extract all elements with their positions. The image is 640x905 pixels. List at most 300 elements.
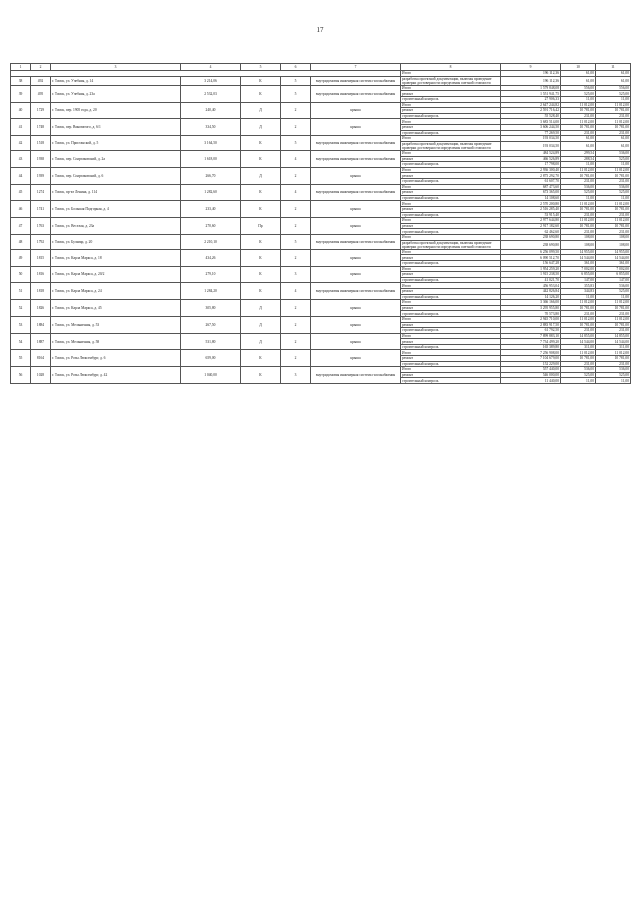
unit-cost: 231,00 (561, 179, 596, 185)
work-type: крыша (311, 350, 401, 367)
wall-material: К (241, 201, 281, 218)
area: 2 210,10 (181, 234, 241, 249)
unit-cost: 11,00 (561, 162, 596, 168)
total-cost: 442 826,84 (501, 288, 561, 294)
unit-cost: 11 012,00 (561, 102, 596, 108)
max-unit-cost: 61,00 (596, 136, 631, 142)
unit-cost: 11 012,00 (561, 316, 596, 322)
object-id: 1884 (31, 316, 51, 333)
object-id: 1274 (31, 184, 51, 201)
object-id: 1792 (31, 234, 51, 249)
area: 1 040,00 (181, 367, 241, 384)
header-cell: 5 (241, 64, 281, 71)
address: г. Томск, ул. Карла Маркса, д. 18 (51, 249, 181, 266)
unit-cost: 299,54 (561, 151, 596, 157)
unit-cost: 231,00 (561, 113, 596, 119)
row-label: Итого (401, 151, 501, 157)
max-unit-cost: 10 781,00 (596, 305, 631, 311)
total-cost: 2 591 716,42 (501, 108, 561, 114)
address: г. Томск, ул. Карла Маркса, д. 20/2 (51, 266, 181, 283)
wall-material: К (241, 136, 281, 151)
max-unit-cost: 231,00 (596, 113, 631, 119)
unit-cost: 14 855,00 (561, 333, 596, 339)
total-cost: 61 607,70 (501, 179, 561, 185)
object-id: 1518 (31, 136, 51, 151)
address: г. Томск, ул. Веселая, д. 23а (51, 218, 181, 235)
unit-cost: 61,00 (561, 76, 596, 85)
total-cost: 196 112,36 (501, 76, 561, 85)
max-unit-cost: 10 781,00 (596, 125, 631, 131)
row-number: 44 (11, 167, 31, 184)
total-cost: 2 917 182,60 (501, 223, 561, 229)
object-id: 1741 (31, 201, 51, 218)
row-label: строительный контроль (401, 212, 501, 218)
total-cost: 14 108,60 (501, 195, 561, 201)
row-label: ремонт (401, 223, 501, 229)
total-cost: 456 953,04 (501, 283, 561, 289)
unit-cost: 231,00 (561, 212, 596, 218)
row-label: Итого (401, 300, 501, 306)
row-label: строительный контроль (401, 344, 501, 350)
total-cost: 27 906,33 (501, 97, 561, 103)
floors: 3 (281, 367, 311, 384)
unit-cost: 10 781,00 (561, 305, 596, 311)
total-cost: 1 551 941,75 (501, 91, 561, 97)
area: 266,70 (181, 167, 241, 184)
total-cost: 7 104 679,00 (501, 356, 561, 362)
row-number: 47 (11, 218, 31, 235)
total-cost: 165 389,80 (501, 344, 561, 350)
area: 233,40 (181, 201, 241, 218)
total-cost: 11 440,00 (501, 378, 561, 384)
area: 531,80 (181, 333, 241, 350)
row-number: 54 (11, 333, 31, 350)
max-unit-cost: 61,00 (596, 71, 631, 77)
object-id: 1748 (31, 119, 51, 136)
total-cost: 7 734 499,20 (501, 339, 561, 345)
header-cell: 7 (311, 64, 401, 71)
unit-cost: 10 781,00 (561, 173, 596, 179)
unit-cost: 108,00 (561, 240, 596, 249)
unit-cost: 11 012,00 (561, 119, 596, 125)
row-number: 41 (11, 119, 31, 136)
unit-cost: 14 544,00 (561, 339, 596, 345)
floors: 2 (281, 201, 311, 218)
row-number: 46 (11, 201, 31, 218)
object-id: 1887 (31, 333, 51, 350)
max-unit-cost: 14 544,00 (596, 255, 631, 261)
row-label: ремонт (401, 305, 501, 311)
address: г. Томск, ул. Большая Подгорная, д. 4 (51, 201, 181, 218)
address: г. Томск, пр-кт Ленина, д. 114 (51, 184, 181, 201)
total-cost: 484 524,89 (501, 151, 561, 157)
unit-cost: 525,00 (561, 190, 596, 196)
work-type: крыша (311, 102, 401, 119)
row-label: Итого (401, 136, 501, 142)
row-number: 52 (11, 300, 31, 317)
header-cell: 6 (281, 64, 311, 71)
unit-cost: 10 781,00 (561, 125, 596, 131)
max-unit-cost: 7 002,00 (596, 266, 631, 272)
total-cost: 2 875 292,70 (501, 173, 561, 179)
unit-cost: 14 544,00 (561, 255, 596, 261)
work-type: крыша (311, 316, 401, 333)
total-cost: 6 090 512,70 (501, 255, 561, 261)
object-id: 1816 (31, 266, 51, 283)
row-label: ремонт (401, 125, 501, 131)
total-cost: 7 899 883,10 (501, 333, 561, 339)
max-unit-cost: 11 012,00 (596, 350, 631, 356)
area: 2 532,03 (181, 85, 241, 102)
row-label: Итого (401, 234, 501, 240)
row-label: ремонт (401, 108, 501, 114)
row-label: Итого (401, 201, 501, 207)
row-number: 51 (11, 283, 31, 300)
unit-cost: 231,00 (561, 361, 596, 367)
max-unit-cost: 311,00 (596, 344, 631, 350)
wall-material: Д (241, 167, 281, 184)
max-unit-cost: 11,00 (596, 195, 631, 201)
object-id: 1729 (31, 102, 51, 119)
row-label: Итого (401, 102, 501, 108)
total-cost: 41 021,70 (501, 277, 561, 283)
total-cost: 62 462,60 (501, 229, 561, 235)
max-unit-cost: 108,00 (596, 240, 631, 249)
floors: 2 (281, 119, 311, 136)
floors: 2 (281, 167, 311, 184)
max-unit-cost: 10 781,00 (596, 108, 631, 114)
row-label: строительный контроль (401, 378, 501, 384)
work-type: крыша (311, 249, 401, 266)
row-label: Итого (401, 266, 501, 272)
wall-material: Пр (241, 218, 281, 235)
row-number: 56 (11, 367, 31, 384)
total-cost: 196 112,36 (501, 71, 561, 77)
object-id: 8164 (31, 350, 51, 367)
floors: 3 (281, 266, 311, 283)
max-unit-cost: 14 855,00 (596, 333, 631, 339)
row-number: 48 (11, 234, 31, 249)
row-label: строительный контроль (401, 361, 501, 367)
area: 334,50 (181, 119, 241, 136)
floors: 4 (281, 184, 311, 201)
object-id: 1826 (31, 300, 51, 317)
address: г. Томск, ул. Мельничная, д. 58 (51, 333, 181, 350)
row-label: строительный контроль (401, 229, 501, 235)
unit-cost: 311,00 (561, 344, 596, 350)
unit-cost: 11 012,00 (561, 201, 596, 207)
floors: 5 (281, 85, 311, 102)
max-unit-cost: 231,00 (596, 179, 631, 185)
total-cost: 3 606 244,50 (501, 125, 561, 131)
page-number: 17 (316, 26, 324, 34)
total-cost: 687 473,60 (501, 184, 561, 190)
row-number: 49 (11, 249, 31, 266)
floors: 2 (281, 218, 311, 235)
total-cost: 7 256 908,00 (501, 350, 561, 356)
row-number: 40 (11, 102, 31, 119)
area: 1 284,20 (181, 283, 241, 300)
total-cost: 3 295 955,80 (501, 305, 561, 311)
row-label: Итого (401, 283, 501, 289)
row-label: ремонт (401, 190, 501, 196)
area: 1 282,60 (181, 184, 241, 201)
total-cost: 673 365,00 (501, 190, 561, 196)
area: 305,80 (181, 300, 241, 317)
max-unit-cost: 11,00 (596, 162, 631, 168)
floors: 2 (281, 300, 311, 317)
area: 1 618,00 (181, 151, 241, 168)
unit-cost: 536,00 (561, 184, 596, 190)
total-cost: 2 945 710,00 (501, 316, 561, 322)
total-cost: 152 229,00 (501, 361, 561, 367)
row-label: разработка проектной документации, включая проведение проверки достоверности определения сметной стоимости (401, 76, 501, 85)
unit-cost: 10 781,00 (561, 206, 596, 212)
max-unit-cost: 536,00 (596, 184, 631, 190)
max-unit-cost: 10 781,00 (596, 356, 631, 362)
address: г. Томск, пер. Виноватого, д. 6/1 (51, 119, 181, 136)
floors: 5 (281, 76, 311, 85)
total-cost: 55 528,40 (501, 113, 561, 119)
total-cost: 193 034,50 (501, 136, 561, 142)
total-cost: 6 256 099,50 (501, 249, 561, 255)
wall-material: К (241, 234, 281, 249)
wall-material: К (241, 151, 281, 168)
row-number: 53 (11, 316, 31, 333)
work-type: крыша (311, 167, 401, 184)
wall-material: К (241, 184, 281, 201)
repair-program-table (10, 63, 631, 384)
unit-cost: 61,00 (561, 141, 596, 150)
unit-cost: 10 781,00 (561, 356, 596, 362)
address: г. Томск, ул. Учебная, д. 14 (51, 76, 181, 85)
total-cost: 2 883 917,50 (501, 322, 561, 328)
total-cost: 70 573,80 (501, 311, 561, 317)
max-unit-cost: 231,00 (596, 130, 631, 136)
row-label: строительный контроль (401, 328, 501, 334)
object-id: 495 (31, 85, 51, 102)
row-label: ремонт (401, 156, 501, 162)
row-label: ремонт (401, 173, 501, 179)
header-cell: 10 (561, 64, 596, 71)
row-label: Итого (401, 367, 501, 373)
max-unit-cost: 361,00 (596, 260, 631, 266)
max-unit-cost: 231,00 (596, 361, 631, 367)
unit-cost: 11,00 (561, 294, 596, 300)
row-number: 45 (11, 184, 31, 201)
total-cost: 156 647,28 (501, 260, 561, 266)
max-unit-cost: 10 781,00 (596, 322, 631, 328)
total-cost: 238 690,80 (501, 240, 561, 249)
unit-cost: 231,00 (561, 311, 596, 317)
max-unit-cost: 11 012,00 (596, 218, 631, 224)
total-cost: 2 936 300,40 (501, 167, 561, 173)
max-unit-cost: 536,00 (596, 367, 631, 373)
work-type: крыша (311, 218, 401, 235)
wall-material: Д (241, 300, 281, 317)
work-type: внутридомовая инженерная система газоснабжения (311, 367, 401, 384)
row-label: строительный контроль (401, 113, 501, 119)
wall-material: К (241, 367, 281, 384)
row-label: ремонт (401, 372, 501, 378)
header-cell: 2 (31, 64, 51, 71)
row-label: ремонт (401, 206, 501, 212)
row-label: Итого (401, 316, 501, 322)
total-cost: 557 440,00 (501, 367, 561, 373)
row-number: 42 (11, 136, 31, 151)
max-unit-cost: 556,00 (596, 85, 631, 91)
row-label: Итого (401, 350, 501, 356)
object-id: 1028 (31, 367, 51, 384)
total-cost: 53 915,40 (501, 212, 561, 218)
address: г. Томск, ул. Карла Маркса, д. 45 (51, 300, 181, 317)
unit-cost: 288,54 (561, 156, 596, 162)
row-label: строительный контроль (401, 311, 501, 317)
work-type: крыша (311, 119, 401, 136)
total-cost: 3 683 514,00 (501, 119, 561, 125)
row-label: Итого (401, 85, 501, 91)
max-unit-cost: 10 781,00 (596, 223, 631, 229)
unit-cost: 556,00 (561, 85, 596, 91)
floors: 2 (281, 333, 311, 350)
max-unit-cost: 10 781,00 (596, 173, 631, 179)
wall-material: К (241, 76, 281, 85)
row-label: ремонт (401, 255, 501, 261)
max-unit-cost: 231,00 (596, 229, 631, 235)
floors: 2 (281, 316, 311, 333)
unit-cost: 11 012,00 (561, 218, 596, 224)
area: 434,26 (181, 249, 241, 266)
unit-cost: 108,00 (561, 234, 596, 240)
max-unit-cost: 525,00 (596, 156, 631, 162)
table-row (11, 76, 631, 85)
unit-cost: 10 781,00 (561, 108, 596, 114)
column-number-row (11, 64, 631, 71)
object-id: 1939 (31, 167, 51, 184)
total-cost: 2 516 285,40 (501, 206, 561, 212)
max-unit-cost: 525,00 (596, 91, 631, 97)
max-unit-cost: 11,00 (596, 378, 631, 384)
max-unit-cost: 11 012,00 (596, 201, 631, 207)
max-unit-cost: 525,00 (596, 288, 631, 294)
row-label: строительный контроль (401, 294, 501, 300)
work-type: крыша (311, 300, 401, 317)
max-unit-cost: 525,00 (596, 190, 631, 196)
total-cost: 61 792,50 (501, 328, 561, 334)
total-cost: 238 690,80 (501, 234, 561, 240)
unit-cost: 11,00 (561, 378, 596, 384)
address: г. Томск, ул. Пристанской, д. 5 (51, 136, 181, 151)
address: г. Томск, ул. Карла Маркса, д. 24 (51, 283, 181, 300)
area: 659,00 (181, 350, 241, 367)
unit-cost: 61,00 (561, 71, 596, 77)
row-label: Итого (401, 71, 501, 77)
unit-cost: 11 012,00 (561, 350, 596, 356)
unit-cost: 11 012,00 (561, 167, 596, 173)
floors: 2 (281, 249, 311, 266)
work-type: крыша (311, 201, 401, 218)
wall-material: Д (241, 316, 281, 333)
address: г. Томск, пер. Спартаковский, д. 6 (51, 167, 181, 184)
row-label: ремонт (401, 356, 501, 362)
area: 240,40 (181, 102, 241, 119)
unit-cost: 355,83 (561, 283, 596, 289)
wall-material: К (241, 350, 281, 367)
total-cost: 466 526,89 (501, 156, 561, 162)
total-cost: 1 915 238,50 (501, 272, 561, 278)
total-cost: 1 579 848,08 (501, 85, 561, 91)
unit-cost: 7 002,00 (561, 266, 596, 272)
row-number: 38 (11, 76, 31, 85)
unit-cost: 344,83 (561, 288, 596, 294)
row-label: строительный контроль (401, 162, 501, 168)
wall-material: Д (241, 333, 281, 350)
row-number: 43 (11, 151, 31, 168)
max-unit-cost: 11 012,00 (596, 316, 631, 322)
row-label: ремонт (401, 339, 501, 345)
unit-cost: 525,00 (561, 91, 596, 97)
unit-cost: 10 781,00 (561, 223, 596, 229)
header-cell: 4 (181, 64, 241, 71)
object-id: 492 (31, 76, 51, 85)
max-unit-cost: 108,00 (596, 234, 631, 240)
max-unit-cost: 14 955,00 (596, 249, 631, 255)
total-cost: 2 647 244,82 (501, 102, 561, 108)
wall-material: К (241, 249, 281, 266)
max-unit-cost: 231,00 (596, 328, 631, 334)
row-label: ремонт (401, 322, 501, 328)
work-type: крыша (311, 266, 401, 283)
max-unit-cost: 536,00 (596, 151, 631, 157)
floors: 4 (281, 151, 311, 168)
work-type: внутридомовая инженерная система газоснабжения (311, 151, 401, 168)
floors: 2 (281, 102, 311, 119)
row-label: Итого (401, 218, 501, 224)
row-label: строительный контроль (401, 179, 501, 185)
max-unit-cost: 11 012,00 (596, 119, 631, 125)
row-label: Итого (401, 184, 501, 190)
work-type: внутридомовая инженерная система газоснабжения (311, 76, 401, 85)
wall-material: Д (241, 102, 281, 119)
max-unit-cost: 10 781,00 (596, 206, 631, 212)
total-cost: 1 954 259,20 (501, 266, 561, 272)
max-unit-cost: 147,00 (596, 277, 631, 283)
row-label: разработка проектной документации, включая проведение проверки достоверности определения сметной стоимости (401, 240, 501, 249)
area: 3 164,50 (181, 136, 241, 151)
work-type: крыша (311, 333, 401, 350)
row-label: строительный контроль (401, 195, 501, 201)
area: 267,50 (181, 316, 241, 333)
row-label: Итого (401, 333, 501, 339)
object-id: 1815 (31, 249, 51, 266)
floors: 5 (281, 234, 311, 249)
total-cost: 546 000,00 (501, 372, 561, 378)
work-type: внутридомовая инженерная система газоснабжения (311, 184, 401, 201)
total-cost: 77 269,50 (501, 130, 561, 136)
address: г. Томск, ул. Розы Люксембург, д. 42 (51, 367, 181, 384)
total-cost: 17 798,00 (501, 162, 561, 168)
total-cost: 14 126,20 (501, 294, 561, 300)
row-label: Итого (401, 119, 501, 125)
row-number: 55 (11, 350, 31, 367)
address: г. Томск, ул. Бульвар, д. 20 (51, 234, 181, 249)
unit-cost: 11 012,00 (561, 300, 596, 306)
unit-cost: 536,00 (561, 367, 596, 373)
object-id: 1938 (31, 151, 51, 168)
unit-cost: 6 855,00 (561, 272, 596, 278)
total-cost: 3 366 166,00 (501, 300, 561, 306)
max-unit-cost: 11 012,00 (596, 102, 631, 108)
